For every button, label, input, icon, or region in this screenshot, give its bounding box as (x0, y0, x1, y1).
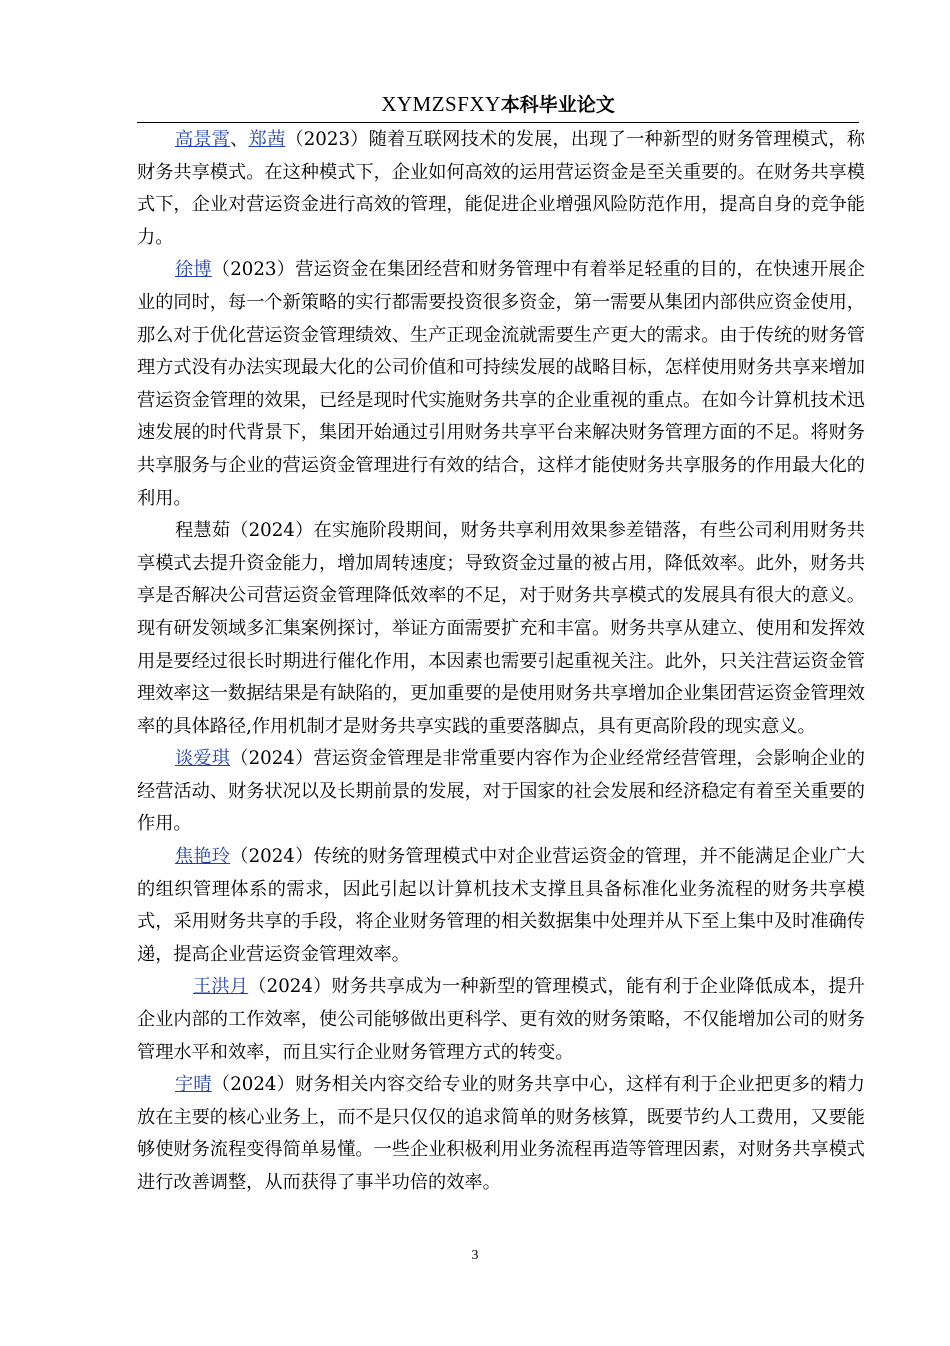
header-cjk-title: 本科毕业论文 (500, 94, 615, 116)
paragraph-gao-zheng (137, 124, 865, 254)
author-link-xu[interactable]: 徐博 (175, 259, 212, 281)
paragraph-cheng (137, 515, 865, 743)
paragraph-tan (137, 743, 865, 841)
paragraph-text: （2024）财务相关内容交给专业的财务共享中心，这样有利于企业把更多的精力放在主要的核心业务上，而不是只仅仅的追求简单的财务核算，既要节约人工费用，又要能够使财务流程变得简单易懂。一些企业积极利用业务流程再造等管理因素，对财务共享模式进行改善调整，从而获得了事半功倍的效率。 (137, 1074, 865, 1193)
body-content (137, 124, 865, 1200)
author-separator: 、 (230, 129, 249, 150)
author-link-tan[interactable]: 谈爱琪 (175, 748, 231, 770)
paragraph-text: （2024）营运资金管理是非常重要内容作为企业经常经营管理，会影响企业的经营活动、财务状况以及长期前景的发展，对于国家的社会发展和经济稳定有着至关重要的作用。 (137, 748, 865, 835)
author-link-wang[interactable]: 王洪月 (193, 976, 249, 998)
paragraph-wang (137, 971, 865, 1069)
paragraph-text: （2023）营运资金在集团经营和财务管理中有着举足轻重的目的，在快速开展企业的同时，每一个新策略的实行都需要投资很多资金，第一需要从集团内部供应资金使用，那么对于优化营运资金管理绩效、生产正现金流就需要生产更大的需求。由于传统的财务管理方式没有办法实现最大化的公司价值和可持续发展的战略目标，怎样使用财务共享来增加营运资金管理的效果，已经是现时代实施财务共享的企业重视的重点。在如今计算机技术迅速发展的时代背景下，集团开始通过引用财务共享平台来解决财务管理方面的不足。将财务共享服务与企业的营运资金管理进行有效的结合，这样才能使财务共享服务的作用最大化的利用。 (137, 259, 865, 509)
page-number: 3 (471, 1248, 479, 1263)
author-link-jiao[interactable]: 焦艳玲 (175, 846, 231, 868)
author-link-yu[interactable]: 宇晴 (175, 1074, 212, 1096)
author-link-zheng[interactable]: 郑茜 (248, 129, 286, 150)
paragraph-jiao (137, 841, 865, 971)
header-latin-title: XYMZSFXY (381, 92, 501, 116)
paragraph-xu (137, 254, 865, 515)
paragraph-text: （2024）传统的财务管理模式中对企业营运资金的管理，并不能满足企业广大的组织管理体系的需求，因此引起以计算机技术支撑且具备标准化业务流程的财务共享模式，采用财务共享的手段，将企业财务管理的相关数据集中处理并从下至上集中及时准确传递，提高企业营运资金管理效率。 (137, 846, 865, 965)
author-link-gao[interactable]: 高景霄 (175, 129, 231, 150)
paragraph-text: （2024）财务共享成为一种新型的管理模式，能有利于企业降低成本，提升企业内部的工作效率，使公司能够做出更科学、更有效的财务策略，不仅能增加公司的财务管理水平和效率，而且实行企业财务管理方式的转变。 (137, 976, 865, 1063)
author-name-cheng: 程慧茹 (175, 520, 231, 542)
paragraph-text: （2023）随着互联网技术的发展，出现了一种新型的财务管理模式，称财务共享模式。在这种模式下，企业如何高效的运用营运资金是至关重要的。在财务共享模式下，企业对营运资金进行高效的管理，能促进企业增强风险防范作用，提高自身的竞争能力。 (137, 129, 865, 248)
page-header (137, 90, 859, 123)
paragraph-yu (137, 1069, 865, 1199)
paragraph-text: （2024）在实施阶段期间，财务共享利用效果参差错落，有些公司利用财务共享模式去提升资金能力，增加周转速度；导致资金过量的被占用，降低效率。此外，财务共享是否解决公司营运资金管理降低效率的不足，对于财务共享模式的发展具有很大的意义。现有研发领域多汇集案例探讨，举证方面需要扩充和丰富。财务共享从建立、使用和发挥效用是要经过很长时期进行催化作用，本因素也需要引起重视关注。此外，只关注营运资金管理效率这一数据结果是有缺陷的，更加重要的是使用财务共享增加企业集团营运资金管理效率的具体路径,作用机制才是财务共享实践的重要落脚点，具有更高阶段的现实意义。 (137, 520, 865, 737)
